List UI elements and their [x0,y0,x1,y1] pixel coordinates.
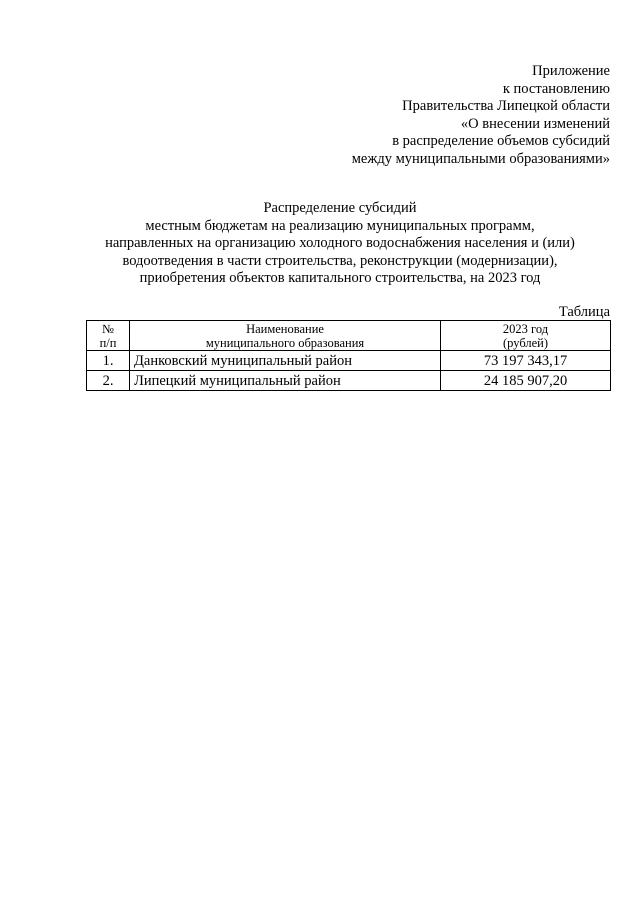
row-amount: 24 185 907,20 [441,371,611,391]
row-name: Липецкий муниципальный район [130,371,441,391]
header-name-line: муниципального образования [205,335,365,350]
header-name [130,321,441,351]
title-line: Распределение субсидий [263,200,417,216]
title-line: приобретения объектов капитального строительства, на 2023 год [139,270,541,286]
row-num: 1. [87,351,130,371]
subsidies-table [86,320,611,391]
appendix-line: между муниципальными образованиями» [351,150,610,167]
header-amount [441,321,611,351]
table-caption: Таблица [558,304,610,320]
header-num-line: № [102,321,114,336]
title-line: местным бюджетам на реализацию муниципальных программ, [145,217,535,234]
header-amount-line: 2023 год [502,321,549,336]
appendix-line: «О внесении изменений [460,115,610,132]
appendix-line: в распределение объемов субсидий [392,133,610,149]
appendix-line: Приложение [532,63,610,79]
title-line: направленных на организацию холодного водоснабжения населения и (или) [105,235,575,251]
row-name: Данковский муниципальный район [130,351,441,371]
appendix-line: Правительства Липецкой области [402,98,610,114]
header-num-line: п/п [99,335,117,350]
title-line: водоотведения в части строительства, реконструкции (модернизации), [122,252,558,269]
table-row [87,371,611,391]
header-name-line: Наименование [246,321,324,336]
appendix-block [352,63,610,168]
table-header-row [87,321,611,351]
table-row [87,351,611,371]
appendix-line: к постановлению [502,80,610,97]
document-title [60,200,620,288]
row-amount: 73 197 343,17 [441,351,611,371]
header-amount-line: (рублей) [502,335,549,350]
row-num: 2. [87,371,130,391]
header-num [87,321,130,351]
